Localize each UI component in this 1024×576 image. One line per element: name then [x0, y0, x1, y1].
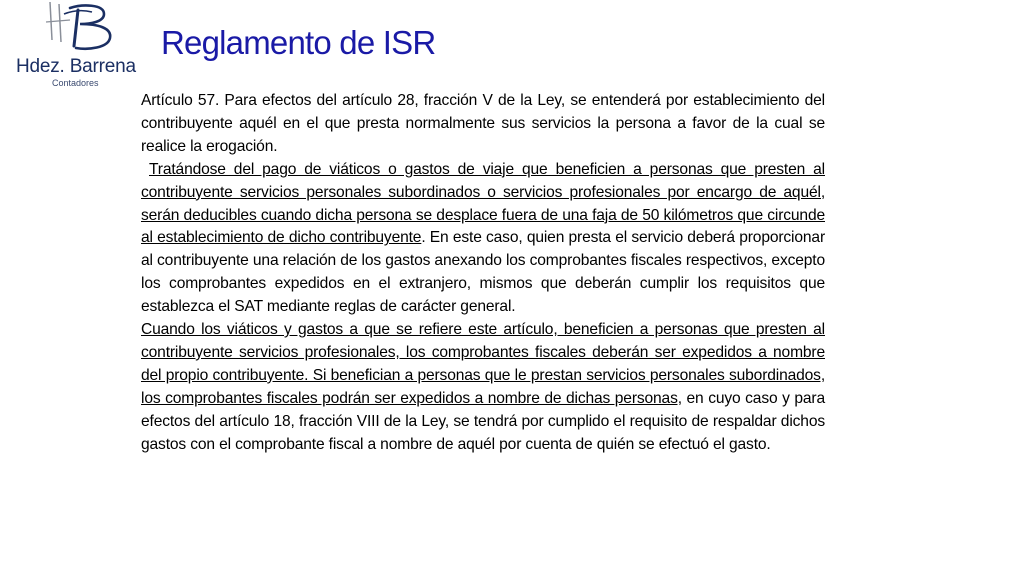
logo-monogram-icon: [40, 0, 130, 60]
paragraph-article-57: Artículo 57. Para efectos del artículo 28, fracción V de la Ley, se entenderá por establecimiento del contribuyente aquél en el que presta normalmente sus servicios la persona a favor de la cual se realice la erogación.: [141, 92, 825, 155]
logo-name: Hdez. Barrena: [16, 56, 136, 77]
paragraph-comprobantes: [141, 319, 825, 456]
paragraph-viaticos: [141, 159, 825, 319]
plain-text: en cuyo caso y para efectos del artículo 18, fracción VIII de la Ley, se tendrá por cumplido el requisito de respaldar dichos gastos con el comprobante fiscal a nombre de aquél por cuenta de quién se efectuó el gasto.: [141, 389, 825, 453]
page-title: Reglamento de ISR: [161, 24, 436, 61]
underlined-text: Tratándose del pago de viáticos o gastos de viaje que beneficien a personas que presten al contribuyente servicios personales subordinados o servicios profesionales por encargo de aquél, serán deducibles cuando dicha persona se desplace fuera de una faja de 50 kilómetros que circunde al establecimiento de dicho contribuyente: [141, 160, 825, 247]
logo-subtitle: Contadores: [52, 78, 99, 88]
article-body: [141, 90, 825, 457]
company-logo: [12, 0, 142, 92]
underlined-text: Cuando los viáticos y gastos a que se refiere este artículo, beneficien a personas que presten al contribuyente servicios profesionales, los comprobantes fiscales deberán ser expedidos a nombre del propio contribuyente. Si benefician a personas que le prestan servicios personales subordinados, los comprobantes fiscales podrán ser expedidos a nombre de dichas personas,: [141, 321, 825, 407]
plain-text: . En este caso, quien presta el servicio deberá proporcionar al contribuyente una relación de los gastos anexando los comprobantes fiscales respectivos, excepto los comprobantes expedidos en el extranjero, mismos que deberán cumplir los requisitos que establezca el SAT mediante reglas de carácter general.: [141, 229, 825, 316]
